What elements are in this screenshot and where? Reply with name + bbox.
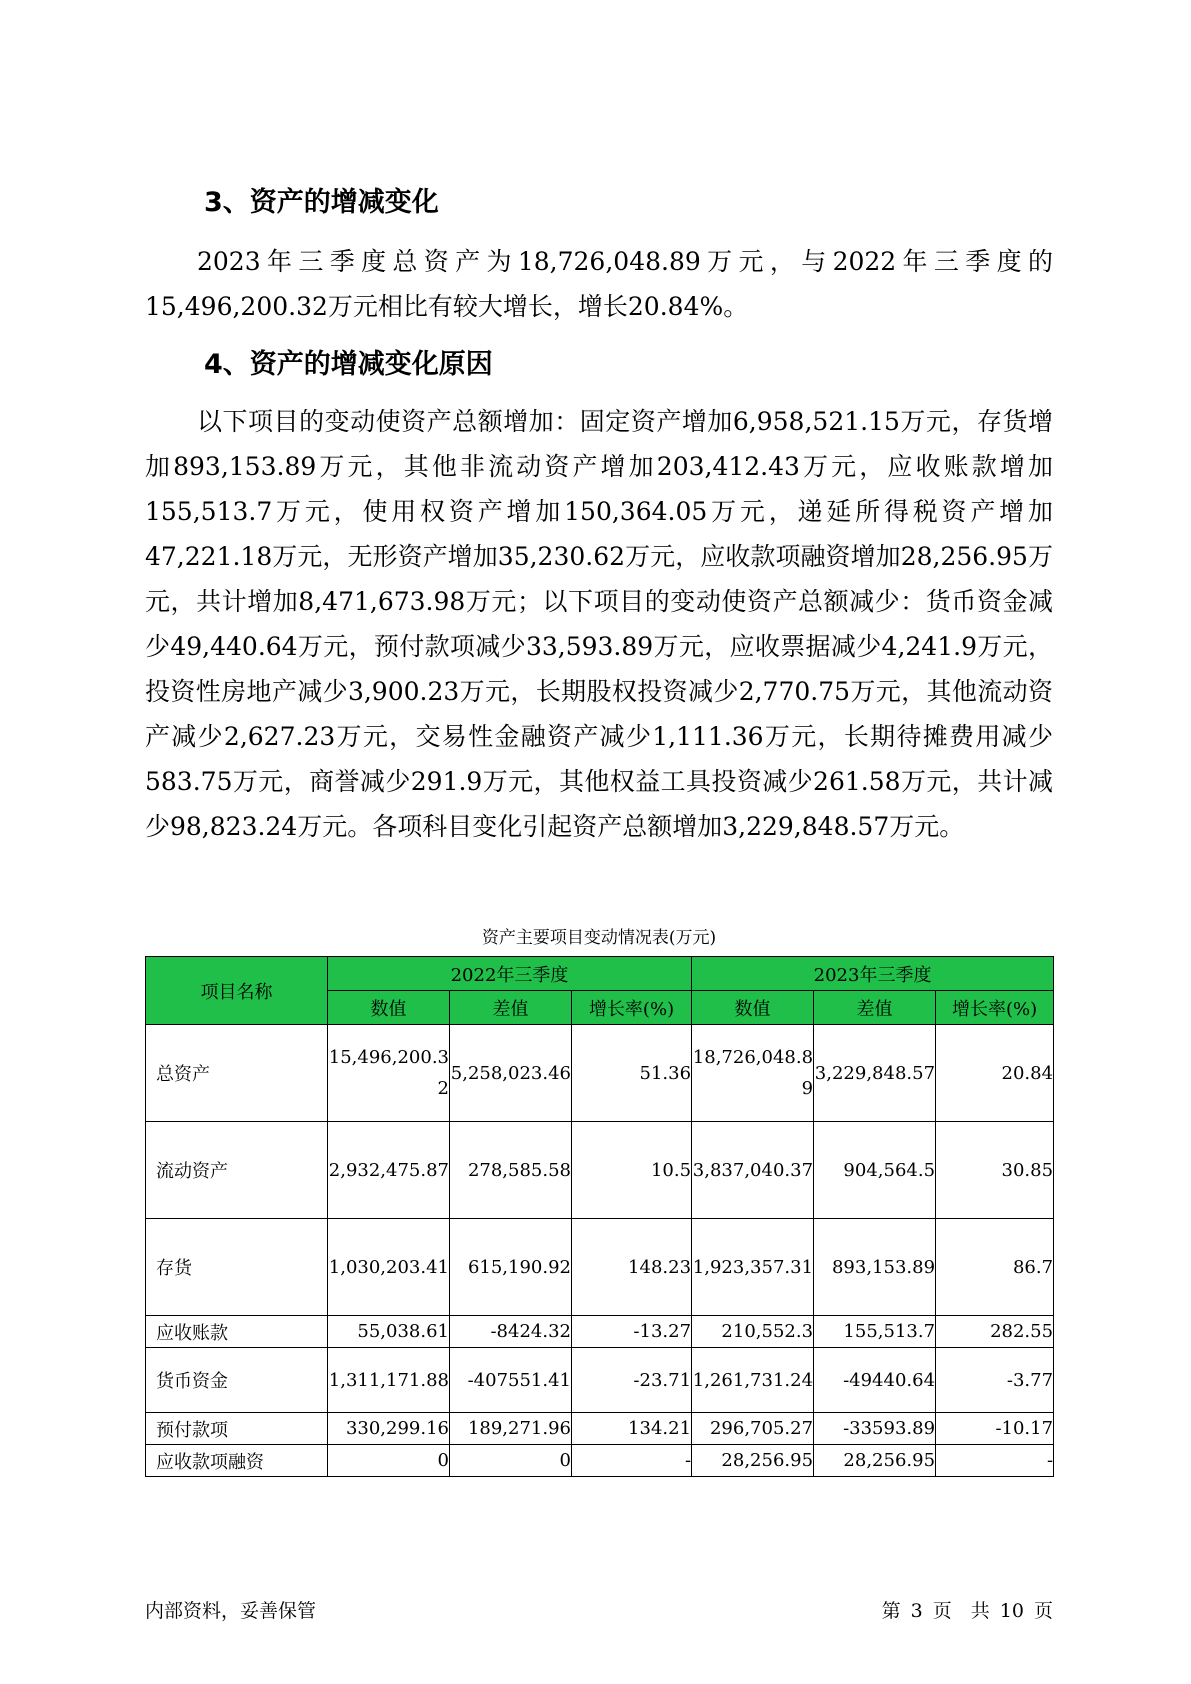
value-2023: 296,705.27: [692, 1413, 814, 1445]
section4-paragraph: 以下项目的变动使资产总额增加：固定资产增加6,958,521.15万元，存货增加893,153.89万元，其他非流动资产增加203,412.43万元，应收账款增加155,513.7万元，使用权资产增加150,364.05万元，递延所得税资产增加47,221.18万元，无形资产增加35,230.62万元，应收款项融资增加28,256.95万元，共计增加8,471,673.98万元；以下项目的变动使资产总额减少：货币资金减少49,440.64万元，预付款项减少33,593.89万元，应收票据减少4,241.9万元，投资性房地产减少3,900.23万元，长期股权投资减少2,770.75万元，其他流动资产减少2,627.23万元，交易性金融资产减少1,111.36万元，长期待摊费用减少583.75万元，商誉减少291.9万元，其他权益工具投资减少261.58万元，共计减少98,823.24万元。各项科目变化引起资产总额增加3,229,848.57万元。: [145, 407, 1053, 841]
value-2022: 2,932,475.87: [328, 1122, 450, 1219]
rate-2022: 148.23: [572, 1219, 692, 1316]
header-rate-2022: 增长率(%): [572, 991, 692, 1025]
header-rate-2023: 增长率(%): [936, 991, 1054, 1025]
header-diff-2023: 差值: [814, 991, 936, 1025]
diff-2022: 278,585.58: [450, 1122, 572, 1219]
row-name: 流动资产: [146, 1122, 328, 1219]
value-2022: 55,038.61: [328, 1316, 450, 1348]
section3-heading: 3、资产的增减变化: [204, 187, 439, 218]
header-value-2023: 数值: [692, 991, 814, 1025]
table-caption: 资产主要项目变动情况表(万元): [481, 928, 717, 948]
rate-2023: 86.7: [936, 1219, 1054, 1316]
header-value-2022: 数值: [328, 991, 450, 1025]
rate-2023: -: [936, 1445, 1054, 1477]
table-row: [146, 1122, 1054, 1219]
value-2022: 1,030,203.41: [328, 1219, 450, 1316]
header-diff-2022: 差值: [450, 991, 572, 1025]
diff-2023: 3,229,848.57: [814, 1025, 936, 1122]
diff-2022: 5,258,023.46: [450, 1025, 572, 1122]
rate-2022: 51.36: [572, 1025, 692, 1122]
value-2022: 15,496,200.32: [328, 1025, 450, 1122]
diff-2023: 155,513.7: [814, 1316, 936, 1348]
footer-confidential-note: 内部资料，妥善保管: [145, 1600, 317, 1622]
value-2022: 0: [328, 1445, 450, 1477]
diff-2023: 28,256.95: [814, 1445, 936, 1477]
rate-2023: 30.85: [936, 1122, 1054, 1219]
row-name: 存货: [146, 1219, 328, 1316]
diff-2022: -407551.41: [450, 1348, 572, 1413]
table-row: [146, 1316, 1054, 1348]
diff-2023: 904,564.5: [814, 1122, 936, 1219]
footer-page-number: 第 3 页 共 10 页: [881, 1600, 1053, 1622]
rate-2023: 282.55: [936, 1316, 1054, 1348]
rate-2022: -: [572, 1445, 692, 1477]
table-row: [146, 1025, 1054, 1122]
table-row: [146, 1445, 1054, 1477]
table-row: [146, 1219, 1054, 1316]
diff-2023: -33593.89: [814, 1413, 936, 1445]
value-2022: 1,311,171.88: [328, 1348, 450, 1413]
rate-2022: -23.71: [572, 1348, 692, 1413]
rate-2023: -3.77: [936, 1348, 1054, 1413]
assets-change-table: [145, 956, 1054, 1477]
rate-2022: 134.21: [572, 1413, 692, 1445]
header-item-name: 项目名称: [146, 957, 328, 1025]
diff-2022: 615,190.92: [450, 1219, 572, 1316]
value-2023: 3,837,040.37: [692, 1122, 814, 1219]
diff-2023: 893,153.89: [814, 1219, 936, 1316]
value-2023: 210,552.3: [692, 1316, 814, 1348]
diff-2022: 0: [450, 1445, 572, 1477]
diff-2022: -8424.32: [450, 1316, 572, 1348]
table-row: [146, 1348, 1054, 1413]
section3-paragraph: 2023年三季度总资产为18,726,048.89万元，与2022年三季度的15,496,200.32万元相比有较大增长，增长20.84%。: [145, 247, 1053, 321]
rate-2023: -10.17: [936, 1413, 1054, 1445]
table-row: [146, 1413, 1054, 1445]
rate-2022: 10.5: [572, 1122, 692, 1219]
value-2023: 1,261,731.24: [692, 1348, 814, 1413]
row-name: 总资产: [146, 1025, 328, 1122]
value-2023: 18,726,048.89: [692, 1025, 814, 1122]
row-name: 应收款项融资: [146, 1445, 328, 1477]
diff-2023: -49440.64: [814, 1348, 936, 1413]
value-2023: 28,256.95: [692, 1445, 814, 1477]
row-name: 货币资金: [146, 1348, 328, 1413]
row-name: 应收账款: [146, 1316, 328, 1348]
value-2022: 330,299.16: [328, 1413, 450, 1445]
diff-2022: 189,271.96: [450, 1413, 572, 1445]
value-2023: 1,923,357.31: [692, 1219, 814, 1316]
section4-heading: 4、资产的增减变化原因: [204, 349, 493, 380]
header-period-2023: 2023年三季度: [692, 957, 1054, 991]
row-name: 预付款项: [146, 1413, 328, 1445]
rate-2023: 20.84: [936, 1025, 1054, 1122]
header-period-2022: 2022年三季度: [328, 957, 692, 991]
rate-2022: -13.27: [572, 1316, 692, 1348]
